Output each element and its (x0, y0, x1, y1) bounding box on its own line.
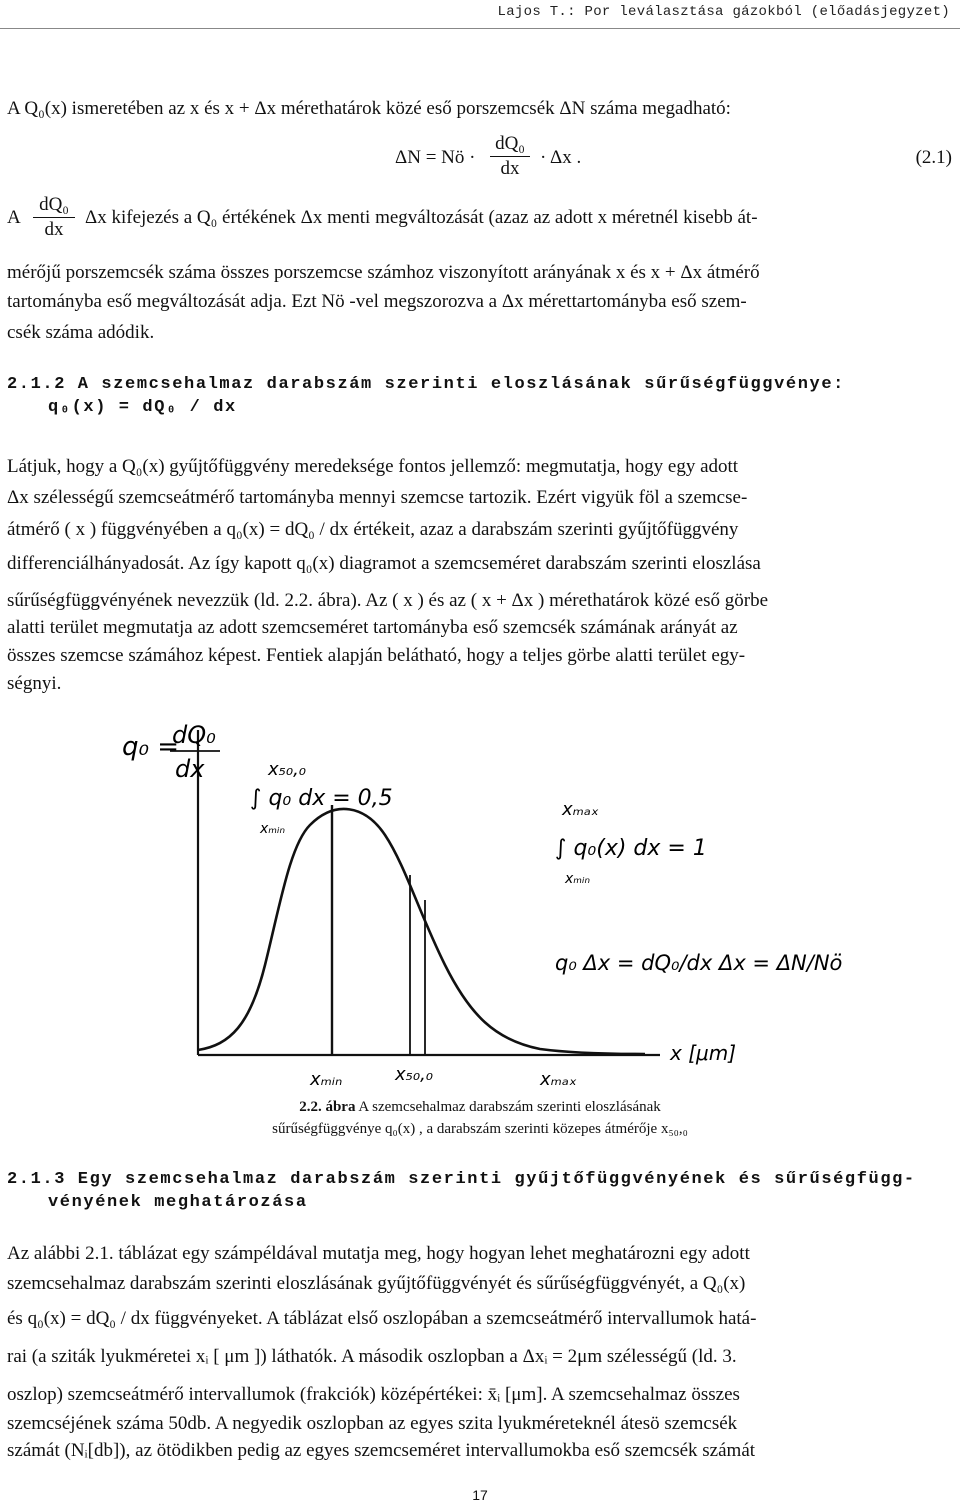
section-heading-cont: vényének meghatározása (48, 1193, 308, 1212)
section-heading-formula: q₀(x) = dQ₀ / dx (48, 398, 237, 417)
figure-caption-line2: sűrűségfüggvénye q₀(x) , a darabszám szerinti közepes átmérője x₅₀,₀ (272, 1121, 688, 1137)
hand-dq0: dQ₀ (172, 721, 216, 749)
paragraph-line: differenciálhányadosát. Az így kapott q₀(x) diagramot a szemcseméret darabszám szerinti eloszlása (7, 553, 761, 574)
running-header: Lajos T.: Por leválasztása gázokból (előadásjegyzet) (497, 4, 950, 20)
explain-line4: csék száma adódik. (7, 322, 155, 343)
explain-frac-den: dx (44, 219, 64, 240)
explain-frac-bar (33, 217, 75, 218)
explain-frac-num: dQ₀ (39, 194, 69, 215)
paragraph-line: sűrűségfüggvényének nevezzük (ld. 2.2. ábra). Az ( x ) és az ( x + Δx ) mérethatárok közé eső görbe (7, 590, 769, 611)
equation-fraction (490, 133, 530, 180)
explain-line3: tartományba eső megváltozását adja. Ezt Nö -vel megszorozva a Δx mérettartományba eső szem- (7, 291, 747, 312)
paragraph-line: ségnyi. (7, 673, 62, 694)
paragraph-line: átmérő ( x ) függvényében a q₀(x) = dQ₀ / dx értékeit, azaz a darabszám szerinti gyűjtőfüggvény (7, 519, 739, 540)
section-heading: 2.1.2 A szemcsehalmaz darabszám szerinti eloszlásának sűrűségfüggvénye: (7, 375, 845, 394)
hand-xmax-top: xₘₐₓ (562, 799, 599, 820)
hand-ratio: q₀ Δx = dQ₀/dx Δx = ΔN/Nö (555, 951, 843, 975)
paragraph-line: Az alábbi 2.1. táblázat egy számpéldával mutatja meg, hogy hogyan lehet meghatározni egy adott (7, 1243, 750, 1264)
paragraph-line: szemcsehalmaz darabszám szerinti eloszlásának gyűjtőfüggvényét és sűrűségfüggvényét, a Q₀(x) (7, 1273, 746, 1294)
paragraph-line: számát (Nᵢ[db]), az ötödikben pedig az egyes szemcseméret intervallumokba eső szemcsék számát (7, 1440, 756, 1461)
paragraph-line: összes szemcse számához képest. Fentiek alapján belátható, hogy a teljes görbe alatti terület egy- (7, 645, 746, 666)
hand-dx: dx (175, 755, 205, 783)
explain-line2: mérőjű porszemcsék száma összes porszemcse számhoz viszonyított arányának x és x + Δx átmérő (7, 262, 760, 283)
explain-line1: Δx kifejezés a Q₀ értékének Δx menti megváltozását (azaz az adott x méretnél kisebb át- (85, 207, 758, 228)
caption-line1: A szemcsehalmaz darabszám szerinti eloszlásának (355, 1099, 661, 1115)
page-number: 17 (472, 1487, 488, 1503)
equation-label: (2.1) (915, 147, 952, 168)
paragraph-line: rai (a sziták lyukméretei xᵢ [ μm ]) láthatók. A második oszlopban a Δxᵢ = 2μm szélességű (ld. 3. (7, 1346, 737, 1367)
hand-xmin-small: xₘᵢₙ (565, 871, 591, 887)
explain-fraction (33, 194, 75, 241)
density-figure (100, 715, 843, 1100)
equation-lhs: ΔN = Nö · (395, 147, 476, 168)
paragraph-line: oszlop) szemcseátmérő intervallumok (frakciók) középértékei: x̄ᵢ [μm]. A szemcsehalmaz összes (7, 1384, 740, 1405)
tick-xmin: xₘᵢₙ (310, 1069, 343, 1090)
hand-q0: q₀ = (122, 732, 179, 762)
intro-line: A Q₀(x) ismeretében az x és x + Δx mérethatárok közé eső porszemcsék ΔN száma megadható: (7, 98, 731, 119)
section-heading: 2.1.3 Egy szemcsehalmaz darabszám szerinti gyűjtőfüggvényének és sűrűségfügg- (7, 1170, 916, 1189)
hand-x50-top: x₅₀,₀ (268, 759, 307, 780)
fraction-bar (490, 156, 530, 157)
explain-a: A (7, 207, 21, 228)
tick-xmax: xₘₐₓ (540, 1069, 577, 1090)
fraction-numerator: dQ₀ (495, 133, 525, 154)
hand-xmin-small: xₘᵢₙ (260, 821, 286, 837)
paragraph-line: Látjuk, hogy a Q₀(x) gyűjtőfüggvény meredeksége fontos jellemző: megmutatja, hogy egy adott (7, 456, 739, 477)
paragraph-line: és q₀(x) = dQ₀ / dx függvényeket. A táblázat első oszlopában a szemcseátmérő intervallumok hatá- (7, 1308, 757, 1329)
header-rule (0, 28, 960, 29)
fraction-denominator: dx (500, 158, 520, 179)
paragraph-line: Δx szélességű szemcseátmérő tartományba mennyi szemcse tartozik. Ezért vigyük föl a szemcse- (7, 487, 748, 508)
caption-label: 2.2. ábra (299, 1099, 356, 1115)
axis-x-label: x [μm] (670, 1041, 737, 1065)
paragraph-line: szemcséjének száma 50db. A negyedik oszlopban az egyes szita lyukméreteknél átesö szemcsék (7, 1413, 738, 1434)
figure-caption (0, 1096, 960, 1118)
paragraph-line: alatti terület megmutatja az adott szemcseméret tartományba eső szemcsék számának arányát az (7, 617, 738, 638)
hand-integral-full: ∫ q₀(x) dx = 1 (555, 836, 707, 861)
hand-integral-half: ∫ q₀ dx = 0,5 (250, 786, 393, 811)
tick-x50: x₅₀,₀ (395, 1064, 434, 1085)
equation-rhs: · Δx . (540, 147, 582, 168)
